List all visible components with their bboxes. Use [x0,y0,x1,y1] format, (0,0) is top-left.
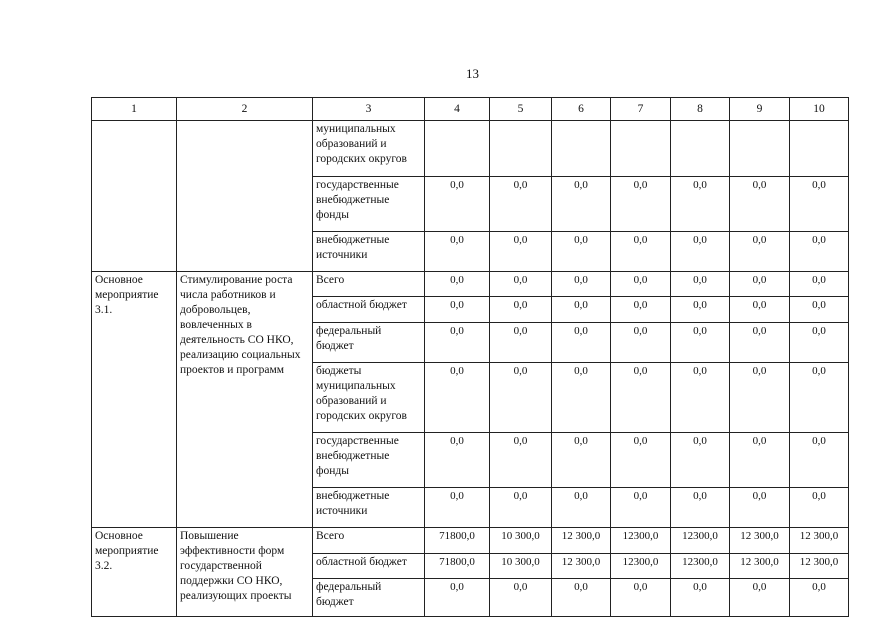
value-cell: 0,0 [790,297,849,323]
value-cell: 0,0 [730,297,790,323]
source-cell: муниципальных образований и городских округов [313,121,425,177]
value-cell: 0,0 [730,232,790,272]
value-cell: 0,0 [730,488,790,528]
measure-code-cell: Основное мероприятие 3.1. [92,272,177,528]
value-cell: 10 300,0 [490,554,552,579]
value-cell: 0,0 [490,488,552,528]
empty-title-cell [177,121,313,272]
value-cell: 0,0 [611,177,671,232]
value-cell: 0,0 [425,488,490,528]
value-cell: 71800,0 [425,554,490,579]
value-cell: 0,0 [552,363,611,433]
value-cell [671,121,730,177]
source-cell: государственные внебюджетные фонды [313,177,425,232]
source-cell: Всего [313,528,425,554]
source-cell: федеральный бюджет [313,323,425,363]
value-cell: 0,0 [671,177,730,232]
source-cell: внебюджетные источники [313,232,425,272]
value-cell: 0,0 [790,488,849,528]
value-cell [730,121,790,177]
value-cell: 0,0 [425,433,490,488]
value-cell: 0,0 [552,177,611,232]
header-cell-9: 9 [730,98,790,121]
value-cell: 0,0 [490,323,552,363]
value-cell: 0,0 [552,488,611,528]
value-cell: 0,0 [730,272,790,297]
value-cell: 0,0 [490,232,552,272]
value-cell: 0,0 [730,323,790,363]
budget-table [91,97,849,617]
header-row [92,98,849,121]
value-cell: 0,0 [611,579,671,617]
value-cell: 0,0 [730,177,790,232]
value-cell: 0,0 [790,232,849,272]
value-cell [611,121,671,177]
value-cell: 12300,0 [671,554,730,579]
value-cell: 0,0 [790,579,849,617]
value-cell: 0,0 [552,297,611,323]
value-cell: 0,0 [552,232,611,272]
value-cell: 0,0 [671,297,730,323]
value-cell: 71800,0 [425,528,490,554]
page-number: 13 [466,66,479,81]
value-cell: 12300,0 [611,554,671,579]
value-cell: 0,0 [611,363,671,433]
value-cell: 0,0 [490,363,552,433]
value-cell: 0,0 [790,433,849,488]
value-cell: 0,0 [671,488,730,528]
table-row [92,528,849,554]
value-cell: 0,0 [552,433,611,488]
source-cell: внебюджетные источники [313,488,425,528]
value-cell: 12300,0 [611,528,671,554]
value-cell: 0,0 [425,297,490,323]
value-cell: 0,0 [671,579,730,617]
value-cell: 0,0 [671,433,730,488]
value-cell: 0,0 [425,232,490,272]
header-cell-3: 3 [313,98,425,121]
value-cell: 0,0 [671,323,730,363]
value-cell: 0,0 [790,177,849,232]
value-cell: 0,0 [611,297,671,323]
value-cell: 0,0 [490,297,552,323]
value-cell: 0,0 [611,323,671,363]
value-cell: 0,0 [490,272,552,297]
value-cell [490,121,552,177]
value-cell: 0,0 [671,363,730,433]
value-cell: 0,0 [552,272,611,297]
measure-title-cell: Стимулирование роста числа работников и добровольцев, вовлеченных в деятельность СО НКО, реализацию социальных проектов и программ [177,272,313,528]
header-cell-5: 5 [490,98,552,121]
value-cell [552,121,611,177]
value-cell: 0,0 [730,433,790,488]
value-cell: 0,0 [425,363,490,433]
value-cell: 12 300,0 [730,528,790,554]
header-cell-7: 7 [611,98,671,121]
value-cell: 0,0 [552,323,611,363]
value-cell: 0,0 [671,272,730,297]
value-cell: 12 300,0 [552,554,611,579]
value-cell: 0,0 [671,232,730,272]
value-cell: 0,0 [790,363,849,433]
value-cell: 0,0 [552,579,611,617]
value-cell: 0,0 [730,579,790,617]
empty-code-cell [92,121,177,272]
value-cell: 12 300,0 [790,554,849,579]
value-cell [425,121,490,177]
source-cell: федеральный бюджет [313,579,425,617]
value-cell: 0,0 [490,579,552,617]
value-cell: 0,0 [425,323,490,363]
measure-code-cell: Основное мероприятие 3.2. [92,528,177,617]
value-cell: 12 300,0 [552,528,611,554]
measure-title-cell: Повышение эффективности форм государственной поддержки СО НКО, реализующих проекты [177,528,313,617]
value-cell [790,121,849,177]
value-cell: 0,0 [490,433,552,488]
value-cell: 0,0 [790,323,849,363]
value-cell: 12 300,0 [730,554,790,579]
value-cell: 0,0 [611,232,671,272]
header-cell-4: 4 [425,98,490,121]
value-cell: 0,0 [730,363,790,433]
value-cell: 0,0 [425,579,490,617]
source-cell: Всего [313,272,425,297]
value-cell: 0,0 [611,272,671,297]
table-row [92,272,849,297]
source-cell: бюджеты муниципальных образований и городских округов [313,363,425,433]
header-cell-1: 1 [92,98,177,121]
source-cell: областной бюджет [313,554,425,579]
source-cell: государственные внебюджетные фонды [313,433,425,488]
header-cell-6: 6 [552,98,611,121]
value-cell: 12300,0 [671,528,730,554]
source-cell: областной бюджет [313,297,425,323]
value-cell: 0,0 [490,177,552,232]
value-cell: 12 300,0 [790,528,849,554]
header-cell-10: 10 [790,98,849,121]
value-cell: 0,0 [425,272,490,297]
header-cell-8: 8 [671,98,730,121]
value-cell: 10 300,0 [490,528,552,554]
value-cell: 0,0 [790,272,849,297]
value-cell: 0,0 [425,177,490,232]
value-cell: 0,0 [611,433,671,488]
header-cell-2: 2 [177,98,313,121]
value-cell: 0,0 [611,488,671,528]
table-row [92,121,849,177]
